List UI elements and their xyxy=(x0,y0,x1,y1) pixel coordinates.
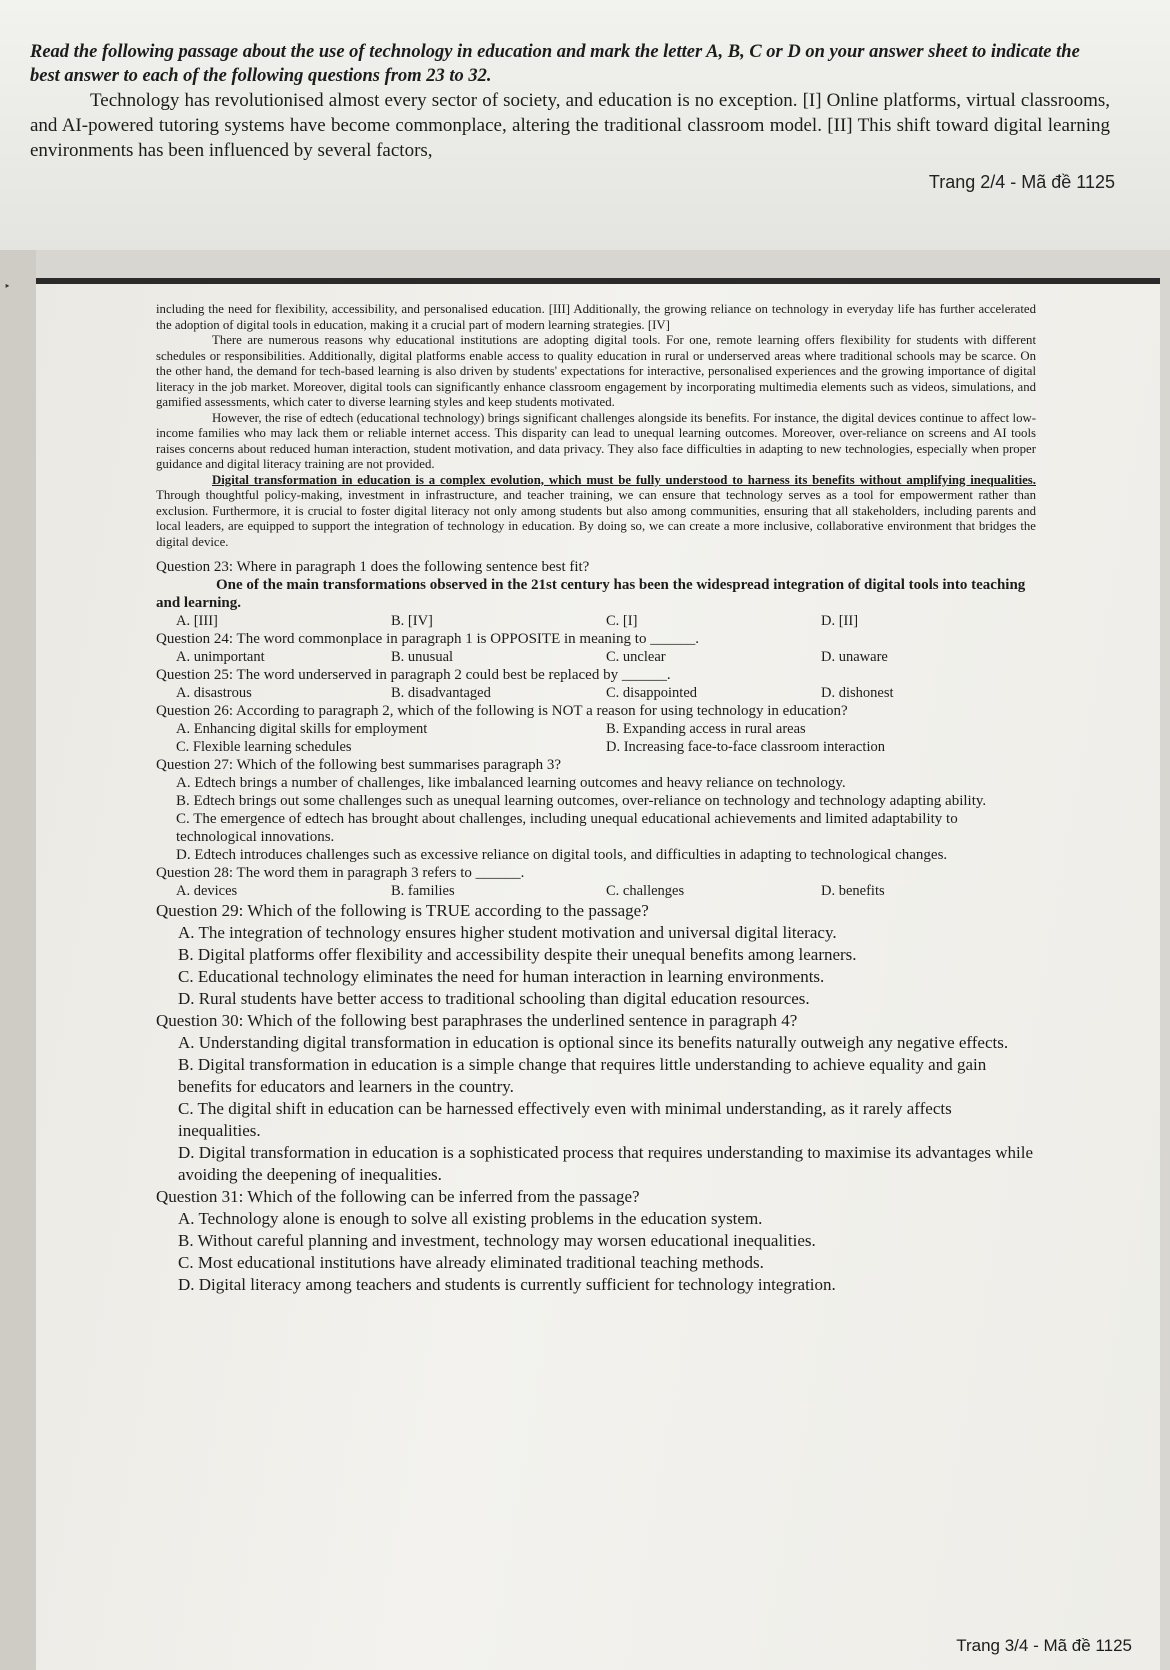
q28-options xyxy=(176,882,1036,900)
q23-option-a[interactable]: A. [III] xyxy=(176,613,218,629)
instructions: Read the following passage about the use of technology in education and mark the letter A, B, C or D on your answer sheet to indicate the best answer to each of the following questions from 23 to 32. xyxy=(30,42,1080,86)
q27-option-d[interactable]: D. Edtech introduces challenges such as excessive reliance on digital tools, and difficulties in adapting to technological changes. xyxy=(176,847,948,863)
passage-p2 xyxy=(156,333,1036,411)
q25-option-c[interactable]: C. disappointed xyxy=(606,685,698,701)
q26-option-c[interactable]: C. Flexible learning schedules xyxy=(176,739,352,755)
q29-option-b[interactable]: B. Digital platforms offer flexibility and accessibility despite their unequal benefits among learners. xyxy=(178,945,857,964)
passage-p4 xyxy=(156,473,1036,551)
q30-option-b[interactable]: B. Digital transformation in education is a simple change that requires little understanding to achieve equality and gain benefits for educators and learners in the country. xyxy=(178,1055,987,1096)
q26-options-2 xyxy=(176,738,1036,756)
q31-option-d[interactable]: D. Digital literacy among teachers and students is currently sufficient for technology integration. xyxy=(178,1275,836,1294)
q23-option-c[interactable]: C. [I] xyxy=(606,613,638,629)
question-26 xyxy=(156,702,1036,756)
page-number-bottom: Trang 3/4 - Mã đề 1125 xyxy=(956,1636,1132,1655)
q23-sentence: One of the main transformations observed in the 21st century has been the widespread integration of digital tools into teaching and learning. xyxy=(156,577,1026,611)
q31-option-c[interactable]: C. Most educational institutions have already eliminated traditional teaching methods. xyxy=(178,1253,764,1272)
p4-rest: Through thoughtful policy-making, investment in infrastructure, and teacher training, we can ensure that technology serves as a tool for empowerment rather than exclusion. Furthermore, it is crucial to foster digital literacy not only among students but also among communities, ensuring that all stakeholders, including parents and local leaders, are equipped to support the integration of technology in education. By doing so, we can create a more inclusive, collaborative environment that bridges the digital device. xyxy=(156,488,1036,549)
page-number-top: Trang 2/4 - Mã đề 1125 xyxy=(928,172,1115,192)
q27-option-b[interactable]: B. Edtech brings out some challenges such as unequal learning outcomes, over-reliance on technology and technology adapting ability. xyxy=(176,793,987,809)
q26-options-1 xyxy=(176,720,1036,738)
q27-option-a[interactable]: A. Edtech brings a number of challenges, like imbalanced learning outcomes and heavy reliance on technology. xyxy=(176,775,846,791)
q29-option-a[interactable]: A. The integration of technology ensures higher student motivation and universal digital literacy. xyxy=(178,923,837,942)
p3-text: However, the rise of edtech (educational technology) brings significant challenges alongside its benefits. For instance, the digital devices continue to affect low-income families who may lack them or reliable internet access. This disparity can lead to unequal learning outcomes. Moreover, over-reliance on screens and AI tools raises concerns about reduced human interaction, student motivation, and data privacy. They also face difficulties in adapting to new technologies, especially when proper guidance and digital literacy training are not provided. xyxy=(156,410,1036,471)
q25-stem: Question 25: The word underserved in paragraph 2 could best be replaced by ______. xyxy=(156,667,671,683)
q24-options xyxy=(176,648,1036,666)
edge-mark: ‣ xyxy=(4,281,11,293)
q26-option-a[interactable]: A. Enhancing digital skills for employment xyxy=(176,721,428,737)
q24-stem: Question 24: The word commonplace in paragraph 1 is OPPOSITE in meaning to ______. xyxy=(156,631,699,647)
q31-option-b[interactable]: B. Without careful planning and investment, technology may worsen educational inequalities. xyxy=(178,1231,816,1250)
q30-option-a[interactable]: A. Understanding digital transformation in education is optional since its benefits naturally outweigh any negative effects. xyxy=(178,1033,1009,1052)
q28-option-d[interactable]: D. benefits xyxy=(821,883,885,899)
paragraph-1 xyxy=(30,88,1110,163)
question-28 xyxy=(156,864,1036,900)
p4-underlined: Digital transformation in education is a complex evolution, which must be fully understood to harness its benefits without amplifying inequalities. xyxy=(212,472,1036,487)
question-25 xyxy=(156,666,1036,702)
q31-stem: Question 31: Which of the following can be inferred from the passage? xyxy=(156,1187,640,1206)
previous-page-body xyxy=(30,40,1110,163)
q24-option-d[interactable]: D. unaware xyxy=(821,649,888,665)
q23-stem: Question 23: Where in paragraph 1 does the following sentence best fit? xyxy=(156,559,590,575)
q28-option-b[interactable]: B. families xyxy=(391,883,455,899)
page-column xyxy=(156,302,1036,1296)
passage-p1-cont: including the need for flexibility, accessibility, and personalised education. [III] Additionally, the growing reliance on technology in everyday life has further accelerated the adoption of digital tools in education, making it a crucial part of modern learning strategies. [IV] xyxy=(156,302,1036,332)
q30-option-d[interactable]: D. Digital transformation in education is a sophisticated process that requires understanding to maximise its advantages while avoiding the deepening of inequalities. xyxy=(178,1143,1033,1184)
q26-option-d[interactable]: D. Increasing face-to-face classroom interaction xyxy=(606,739,885,755)
current-page xyxy=(36,284,1160,1670)
q30-option-c[interactable]: C. The digital shift in education can be harnessed effectively even with minimal understanding, as it rarely affects inequalities. xyxy=(178,1099,952,1140)
question-29 xyxy=(156,900,1036,1010)
q28-option-a[interactable]: A. devices xyxy=(176,883,238,899)
q30-stem: Question 30: Which of the following best paraphrases the underlined sentence in paragraph 4? xyxy=(156,1011,798,1030)
passage xyxy=(156,302,1036,550)
question-27 xyxy=(156,756,1036,864)
question-30 xyxy=(156,1010,1036,1186)
p2-text: There are numerous reasons why educational institutions are adopting digital tools. For one, remote learning offers flexibility for students with different schedules or responsibilities. Additionally, digital platforms enable access to quality education in rural or underserved areas where traditional schools may be scarce. On the other hand, the demand for tech-based learning is also driven by students' expectations for interactive, personalised experiences and the growing importance of digital literacy in the job market. Moreover, digital tools can significantly enhance classroom engagement by incorporating multimedia elements such as videos, simulations, and gamified assessments, which cater to diverse learning styles and keep students motivated. xyxy=(156,333,1036,409)
passage-p3 xyxy=(156,411,1036,473)
question-23 xyxy=(156,558,1036,630)
q26-option-b[interactable]: B. Expanding access in rural areas xyxy=(606,721,806,737)
q26-stem: Question 26: According to paragraph 2, which of the following is NOT a reason for using technology in education? xyxy=(156,703,848,719)
q29-stem: Question 29: Which of the following is TRUE according to the passage? xyxy=(156,901,649,920)
question-24 xyxy=(156,630,1036,666)
q24-option-a[interactable]: A. unimportant xyxy=(176,649,265,665)
q24-option-b[interactable]: B. unusual xyxy=(391,649,454,665)
q25-option-d[interactable]: D. dishonest xyxy=(821,685,894,701)
q27-option-c[interactable]: C. The emergence of edtech has brought about challenges, including unequal educational achievements and limited adaptability to technological innovations. xyxy=(176,811,958,845)
q28-option-c[interactable]: C. challenges xyxy=(606,883,685,899)
q27-stem: Question 27: Which of the following best summarises paragraph 3? xyxy=(156,757,562,773)
q29-option-c[interactable]: C. Educational technology eliminates the need for human interaction in learning environments. xyxy=(178,967,825,986)
previous-page xyxy=(0,0,1170,250)
q25-option-a[interactable]: A. disastrous xyxy=(176,685,252,701)
q25-options xyxy=(176,684,1036,702)
q31-option-a[interactable]: A. Technology alone is enough to solve all existing problems in the education system. xyxy=(178,1209,763,1228)
page-gutter xyxy=(0,250,36,1670)
q28-stem: Question 28: The word them in paragraph 3 refers to ______. xyxy=(156,865,525,881)
q25-option-b[interactable]: B. disadvantaged xyxy=(391,685,491,701)
q23-options xyxy=(176,612,1036,630)
paragraph-1-text: Technology has revolutionised almost every sector of society, and education is no exception. [I] Online platforms, virtual classrooms, and AI-powered tutoring systems have become commonplace, altering the traditional classroom model. [II] This shift toward digital learning environments has been influenced by several factors, xyxy=(30,90,1110,161)
q23-option-b[interactable]: B. [IV] xyxy=(391,613,433,629)
q24-option-c[interactable]: C. unclear xyxy=(606,649,666,665)
q23-option-d[interactable]: D. [II] xyxy=(821,613,859,629)
question-31 xyxy=(156,1186,1036,1296)
q29-option-d[interactable]: D. Rural students have better access to traditional schooling than digital education resources. xyxy=(178,989,810,1008)
